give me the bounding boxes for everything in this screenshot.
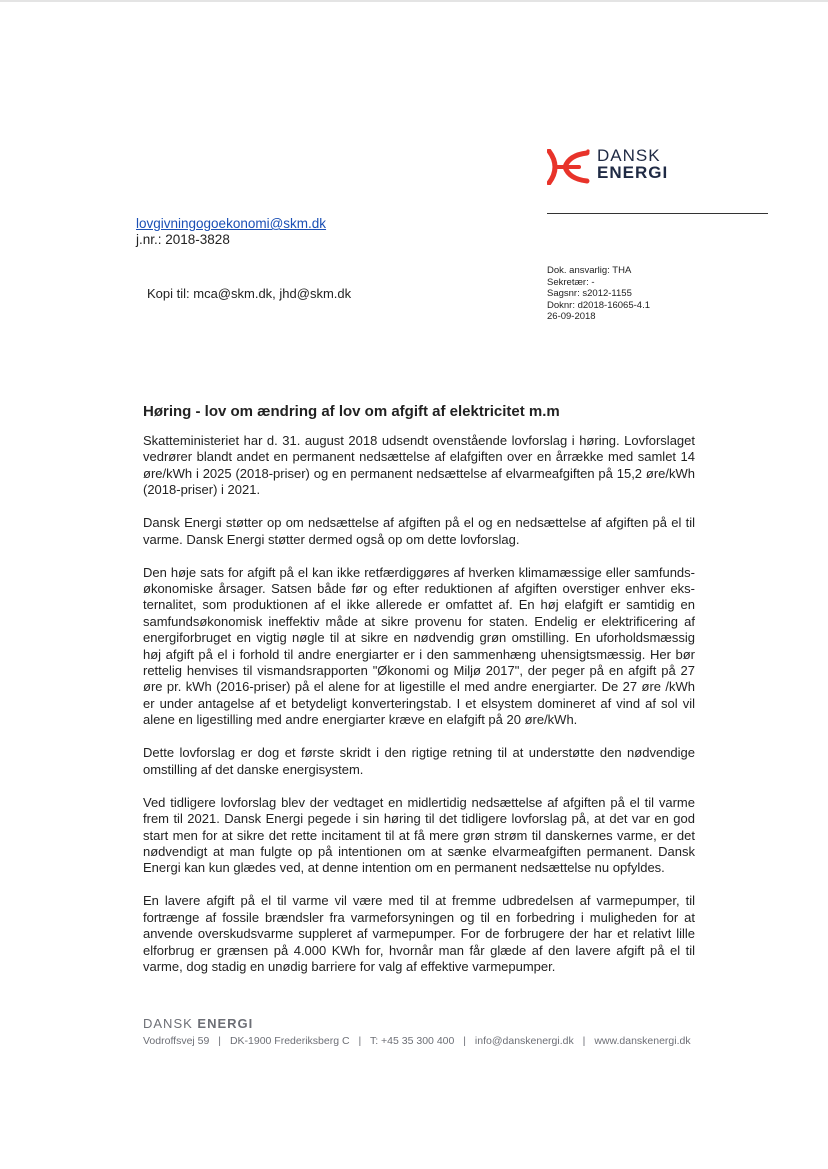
meta-date: 26-09-2018 bbox=[547, 311, 596, 322]
footer-brand-bold: ENERGI bbox=[197, 1016, 254, 1031]
paragraph: Ved tidligere lovforslag blev der vedtaget en midlertidig nedsættelse af afgiften på el til varme frem til 2021. Dansk Energi pegede i sin høring til det tidligere lovforslag på, at det var en god start men for at sikre det rette incitament til at få mere grøn strøm til danskernes varme, er det nødvendigt at man fulgte op på intentionen om at sænke elvarmeafgiften permanent. Dansk Energi kan kun glædes ved, at denne intention om en permanent nedsættelse nu opfyldes. bbox=[143, 794, 695, 876]
paragraph: Dette lovforslag er dog et første skridt i den rigtige retning til at understøtte den nødvendige omstilling af det danske energisystem. bbox=[143, 745, 695, 777]
footer-email: info@danskenergi.dk bbox=[474, 1035, 574, 1047]
footer-web: www.danskenergi.dk bbox=[594, 1035, 691, 1047]
paragraph: Skatteministeriet har d. 31. august 2018 udsendt ovenstående lovforslag i høring. Lovforslaget vedrører blandt andet en permanent nedsættelse af elafgiften over en årrække med samlet 14 øre/kWh i 2025 (2018-priser) og en permanent nedsættelse af elvarmeafgiften på 15,2 øre/kWh (2018-priser) i 2021. bbox=[143, 433, 695, 498]
document-meta bbox=[547, 265, 650, 323]
recipient-block bbox=[136, 216, 326, 248]
logo-word-dansk: DANSK bbox=[597, 146, 661, 165]
letter-title: Høring - lov om ændring af lov om afgift af elektricitet m.m bbox=[143, 403, 560, 420]
footer-brand-light: DANSK bbox=[143, 1016, 193, 1031]
scan-edge bbox=[0, 0, 828, 2]
header-divider bbox=[547, 213, 768, 214]
footer-phone: T: +45 35 300 400 bbox=[369, 1035, 455, 1047]
paragraph: Dansk Energi støtter op om nedsættelse af afgiften på el og en nedsættelse af afgiften på el til varme. Dansk Energi støtter dermed også op om dette lovforslag. bbox=[143, 515, 695, 547]
recipient-email-link[interactable]: lovgivningogoekonomi@skm.dk bbox=[136, 216, 327, 231]
logo-word-energi: ENERGI bbox=[597, 163, 669, 182]
logo-mark-icon bbox=[547, 149, 591, 185]
footer-contact-line bbox=[143, 1035, 691, 1047]
meta-doc-number: Doknr: d2018-16065-4.1 bbox=[547, 299, 650, 311]
footer-address: Vodroffsvej 59 bbox=[143, 1035, 210, 1047]
footer-separator: | bbox=[463, 1035, 466, 1047]
footer-brand bbox=[143, 1016, 691, 1031]
footer bbox=[143, 1016, 691, 1047]
footer-separator: | bbox=[582, 1035, 586, 1047]
footer-separator: | bbox=[218, 1035, 222, 1047]
meta-secretary: Sekretær: - bbox=[547, 276, 595, 288]
journal-number: j.nr.: 2018-3828 bbox=[136, 232, 230, 247]
copy-to: Kopi til: mca@skm.dk, jhd@skm.dk bbox=[147, 286, 352, 301]
letter-body bbox=[143, 433, 695, 992]
footer-city: DK-1900 Frederiksberg C bbox=[229, 1035, 350, 1047]
footer-separator: | bbox=[358, 1035, 362, 1047]
paragraph: En lavere afgift på el til varme vil være med til at fremme udbredelsen af varmepumper, til fortrænge af fossile brændsler fra varmeforsyningen og til en forbedring i muligheden for at anvende overskudsvarme suppleret af varmepumper. For de forbrugere der har et relativt lille elforbrug er grænsen på 4.000 KWh for, hvornår man får glæde af den lavere afgift på el til varme, dog stadig en unødig barriere for valg af effektive varmepumper. bbox=[143, 893, 695, 974]
paragraph: Den høje sats for afgift på el kan ikke retfærdiggøres af hverken klimamæssige eller samfunds-økonomiske årsager. Satsen både før og efter reduktionen af afgiften overstiger enhver eks-ternalitet, som produktionen af el ikke allerede er omfattet af. En høj elafgift er samtidig en samfundsøkonomisk ineffektiv måde at sikre provenu for staten. Endelig er elektrificering af energiforbruget en vigtig nøgle til at sikre en nødvendig grøn omstilling. En uforholdsmæssig høj afgift på el i forhold til andre energiarter er i den sammenhæng uhensigtsmæssig. Her bør rettelig henvises til vismandsrapporten "Økonomi og Miljø 2017", der peger på en afgift på 27 øre pr. kWh (2016-priser) på el alene for at ligestille el med andre energiarter. De 27 øre /kWh er under antagelse af et betydeligt konverteringstab. I et elsystem domineret af vind af sol vil alene en ligestilling med andre energiarter kræve en elafgift på 20 øre/kWh. bbox=[143, 564, 695, 728]
dansk-energi-logo bbox=[547, 147, 677, 193]
meta-responsible: Dok. ansvarlig: THA bbox=[547, 265, 632, 276]
meta-case-number: Sagsnr: s2012-1155 bbox=[547, 288, 632, 299]
